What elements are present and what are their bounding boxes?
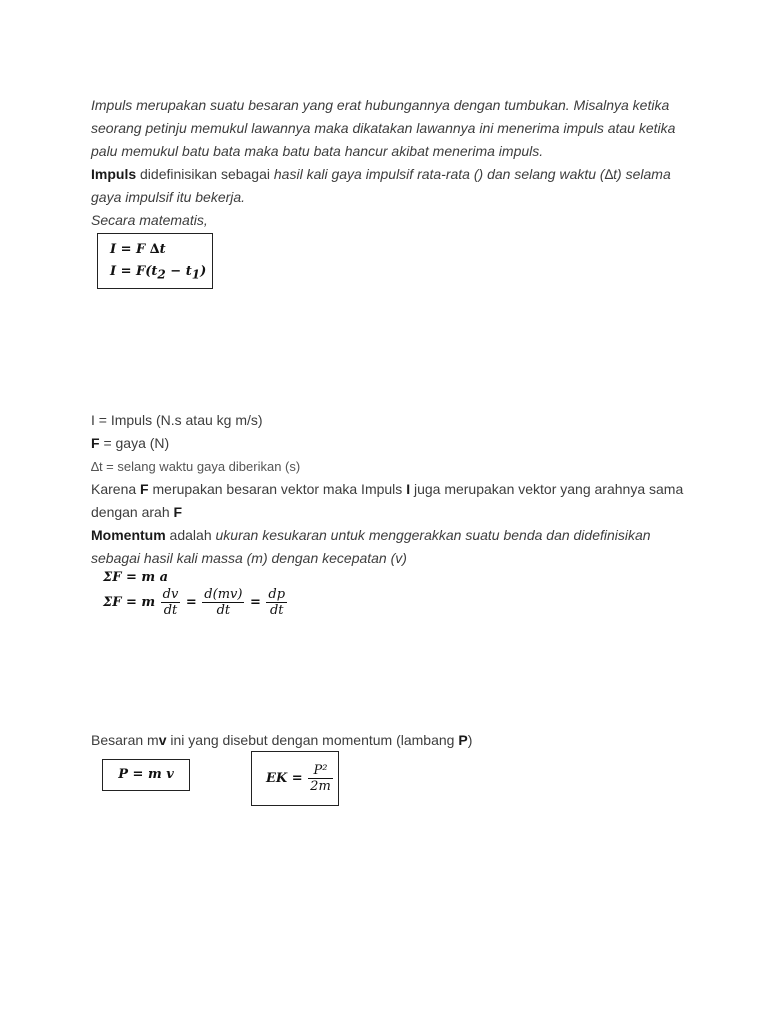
fraction-denominator: 2m [310,779,331,794]
besaran-text-3: ) [467,732,473,748]
ek-prefix: EK = [266,771,303,786]
subscript-1: 1 [191,267,201,282]
intro-italic-text: Impuls merupakan suatu besaran yang erat hubungannya dengan tumbukan. Misalnya ketika seorang petinju memukul lawannya maka dikatakan lawannya ini menerima impuls atau ketika palu memukul batu bata maka batu bata hancur akibat menerima impuls. [91,97,676,159]
karena-text-1: Karena [91,481,141,497]
force-formula-line2 [103,587,288,618]
force-formula [103,570,303,630]
p-symbol: P [458,732,468,748]
fraction-dp-dt [266,587,287,618]
f-definition [91,432,691,455]
fraction-denominator: dt [269,603,284,618]
impuls-formula-line2 [110,264,206,282]
momentum-formula: P = m v [118,767,174,782]
besaran-sentence [91,729,691,752]
intro-paragraph [91,94,691,232]
equals-sign: = [185,595,197,610]
karena-f-symbol: F [140,481,149,497]
force-line2-prefix: ΣF = m [103,595,156,610]
karena-text-3: juga merupakan vektor yang arahnya sama dengan arah [91,481,684,520]
subscript-2: 2 [157,267,166,282]
fraction-numerator: dp [268,587,286,602]
impuls-def-italic: hasil kali gaya impulsif rata-rata () dan selang waktu (∆t) selama gaya impulsif itu bekerja. [91,166,671,205]
impuls-formula-line2-suffix: ) [200,264,207,279]
impuls-formula-line2-mid: − t [165,264,192,279]
karena-sentence [91,478,691,524]
momentum-formula-box [102,759,190,791]
f-symbol: F [91,435,100,451]
v-symbol: v [158,732,167,748]
karena-i-symbol: I [406,481,411,497]
definitions-block [91,409,691,570]
fraction-numerator: d(mv) [204,587,243,602]
karena-f-symbol-2: F [173,504,183,520]
kinetic-energy-formula-box [251,751,339,806]
fraction-numerator: P² [308,763,333,779]
impuls-term: Impuls [91,166,137,182]
fraction-denominator: dt [163,603,178,618]
force-formula-line1: ΣF = m a [103,570,169,585]
impuls-formula-line2-prefix: I = F(t [110,264,158,279]
kinetic-energy-formula [266,763,334,794]
fraction-denominator: dt [216,603,231,618]
impuls-formula-line1: I = F ∆t [110,242,166,257]
f-definition-text: = gaya (N) [99,435,170,451]
impuls-def-plain: didefinisikan sebagai [136,166,274,182]
momentum-italic: ukuran kesukaran untuk menggerakkan suatu benda dan didefinisikan sebagai hasil kali massa (m) dengan kecepatan (v) [91,527,651,566]
besaran-text-1: Besaran m [91,732,159,748]
i-definition: I = Impuls (N.s atau kg m/s) [91,412,263,428]
dt-definition: ∆t = selang waktu gaya diberikan (s) [91,459,301,474]
momentum-term: Momentum [91,527,166,543]
fraction-p2-2m [308,763,333,794]
karena-text-2: merupakan besaran vektor maka Impuls [148,481,407,497]
equals-sign: = [249,595,261,610]
fraction-dmv-dt [202,587,244,618]
fraction-numerator: dv [162,587,179,602]
momentum-definition [91,524,691,570]
impuls-formula-box [97,233,213,289]
momentum-plain: adalah [165,527,216,543]
fraction-dv-dt [161,587,181,618]
secara-matematis-text: Secara matematis, [91,212,208,228]
besaran-text-2: ini yang disebut dengan momentum (lambang [166,732,459,748]
